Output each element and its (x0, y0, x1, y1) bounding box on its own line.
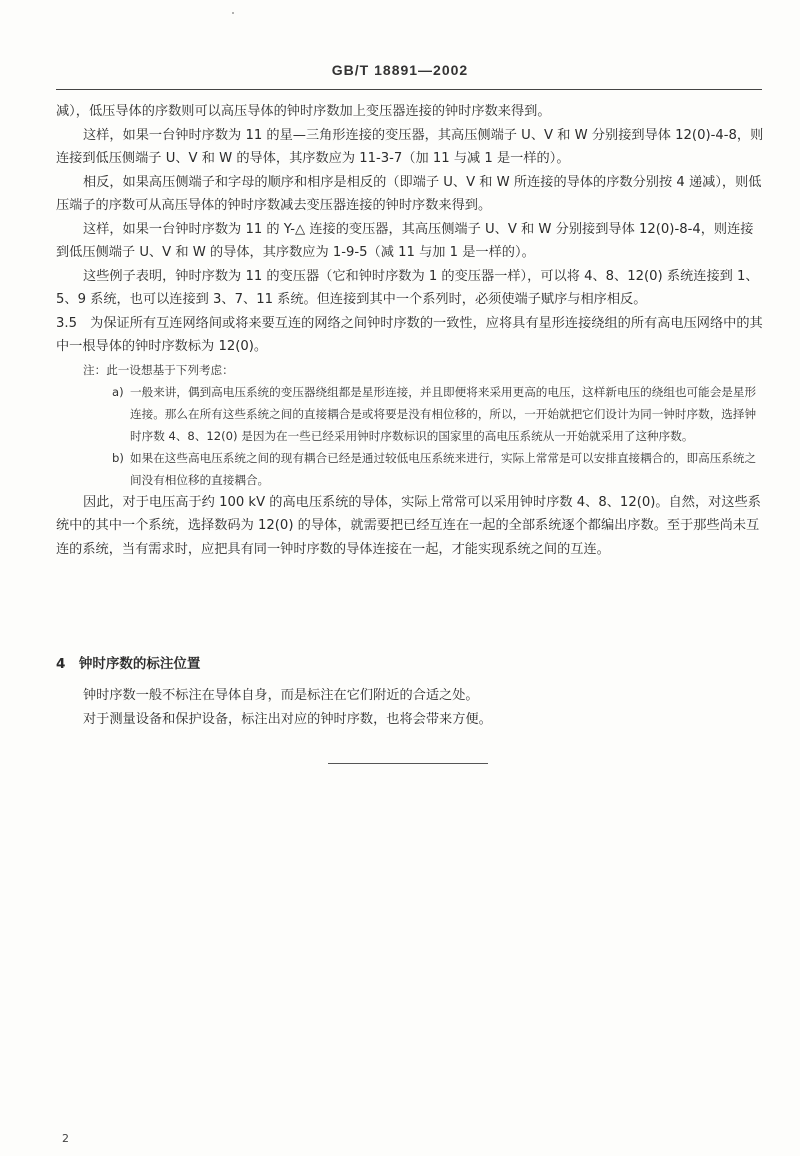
end-rule (328, 763, 488, 764)
scan-speck (232, 12, 234, 14)
section-4-paragraph: 对于测量设备和保护设备，标注出对应的钟时序数，也将会带来方便。 (83, 712, 492, 727)
note-title: 注：此一设想基于下列考虑： (83, 362, 234, 377)
paragraph-reverse: 相反，如果高压侧端子和字母的顺序和相序是相反的（即端子 U、V 和 W 所连接的导体的序数分别按 4 递减），则低压端子的序数可从高压导体的钟时序数减去变压器连接的钟时序数来得到。 (56, 174, 762, 213)
note-item-b (56, 447, 764, 491)
note-item-marker: b) (112, 450, 124, 465)
clause-3-5: 3.5 为保证所有互连网络间或将来要互连的网络之间钟时序数的一致性，应将具有星形连接绕组的所有高电压网络中的其中一根导体的钟时序数标为 12(0)。 (56, 315, 763, 354)
standard-code-header: GB/T 18891—2002 (331, 62, 469, 78)
note-item-a (56, 381, 764, 447)
body-text (56, 100, 764, 561)
paragraph-examples-summary: 这些例子表明，钟时序数为 11 的变压器（它和钟时序数为 1 的变压器一样），可以将 4、8、12(0) 系统连接到 1、5、9 系统，也可以连接到 3、7、11 系统。但连接到其中一个系列时，必须使端子赋序与相序相反。 (56, 268, 759, 307)
note-block (56, 359, 764, 491)
section-4 (56, 652, 764, 732)
paragraph-conclusion: 因此，对于电压高于约 100 kV 的高电压系统的导体，实际上常常可以采用钟时序数 4、8、12(0)。自然，对这些系统中的其中一个系统，选择数码为 12(0) 的导体，就需要把已经互连在一起的全部系统逐个都编出序数。至于那些尚未互连的系统，当有需求时，应把具有同一钟时序数的导体连接在一起，才能实现系统之间的互连。 (56, 494, 761, 557)
section-4-heading: 4 钟时序数的标注位置 (56, 656, 201, 672)
section-4-paragraph: 钟时序数一般不标注在导体自身，而是标注在它们附近的合适之处。 (83, 688, 479, 703)
header-rule (56, 89, 762, 90)
paragraph-continuation: 减），低压导体的序数则可以高压导体的钟时序数加上变压器连接的钟时序数来得到。 (56, 104, 551, 119)
paragraph-example-2: 这样，如果一台钟时序数为 11 的 Y-△ 连接的变压器，其高压侧端子 U、V 和 W 分别接到导体 12(0)-8-4，则连接到低压侧端子 U、V 和 W 的导体，其序数应为 1-9-5（减 11 与加 1 是一样的）。 (56, 221, 754, 260)
paragraph-example-1: 这样，如果一台钟时序数为 11 的星—三角形连接的变压器，其高压侧端子 U、V 和 W 分别接到导体 12(0)-4-8，则连接到低压侧端子 U、V 和 W 的导体，其序数应为 11-3-7（加 11 与减 1 是一样的）。 (56, 127, 764, 166)
note-item-text: 如果在这些高电压系统之间的现有耦合已经是通过较低电压系统来进行，实际上常常是可以安排直接耦合的，即高压系统之间没有相位移的直接耦合。 (130, 450, 757, 487)
note-item-text: 一般来讲，偶到高电压系统的变压器绕组都是星形连接，并且即便将来采用更高的电压，这样新电压的绕组也可能会是星形连接。那么在所有这些系统之间的直接耦合是或将要是没有相位移的，所以，一开始就把它们设计为同一钟时序数，选择钟时序数 4、8、12(0) 是因为在一些已经采用钟时序数标识的国家里的高电压系统从一开始就采用了这种序数。 (130, 384, 757, 443)
page-number: 2 (62, 1132, 69, 1145)
note-item-marker: a) (112, 384, 124, 399)
